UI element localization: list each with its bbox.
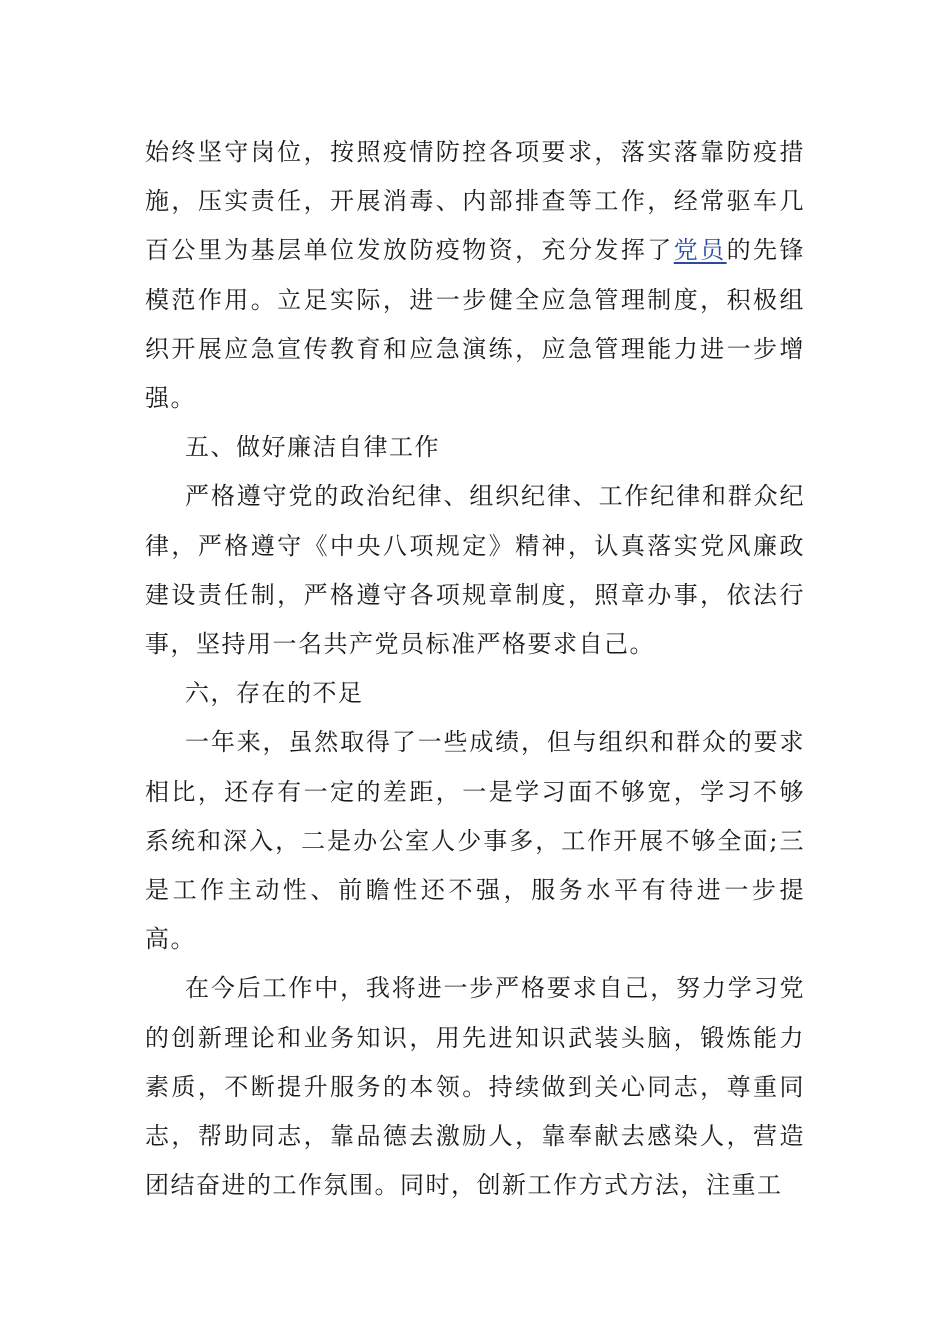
paragraph-pandemic-work	[145, 128, 805, 423]
paragraph-text: 始终坚守岗位，按照疫情防控各项要求，落实落靠防疫措施，压实责任，开展消毒、内部排查等工作，经常驱车几百公里为基层单位发放防疫物资，充分发挥了	[145, 138, 805, 265]
paragraph-integrity: 严格遵守党的政治纪律、组织纪律、工作纪律和群众纪律，严格遵守《中央八项规定》精神，认真落实党风廉政建设责任制，严格遵守各项规章制度，照章办事，依法行事，坚持用一名共产党员标准严格要求自己。	[145, 482, 805, 659]
paragraph-text: 的先锋模范作用。立足实际，进一步健全应急管理制度，积极组织开展应急宣传教育和应急演练，应急管理能力进一步增强。	[145, 236, 805, 413]
party-member-link[interactable]: 党员	[673, 236, 727, 265]
document-body	[145, 128, 805, 1210]
section-heading-shortcomings: 六，存在的不足	[185, 679, 364, 708]
section-heading-integrity: 五、做好廉洁自律工作	[185, 433, 440, 462]
paragraph-shortcomings: 一年来，虽然取得了一些成绩，但与组织和群众的要求相比，还存有一定的差距，一是学习面不够宽，学习不够系统和深入，二是办公室人少事多，工作开展不够全面;三是工作主动性、前瞻性还不强，服务水平有待进一步提高。	[145, 728, 805, 954]
paragraph-future-work: 在今后工作中，我将进一步严格要求自己，努力学习党的创新理论和业务知识，用先进知识武装头脑，锻炼能力素质，不断提升服务的本领。持续做到关心同志，尊重同志，帮助同志，靠品德去激励人，靠奉献去感染人，营造团结奋进的工作氛围。同时，创新工作方式方法，注重工	[145, 974, 805, 1200]
